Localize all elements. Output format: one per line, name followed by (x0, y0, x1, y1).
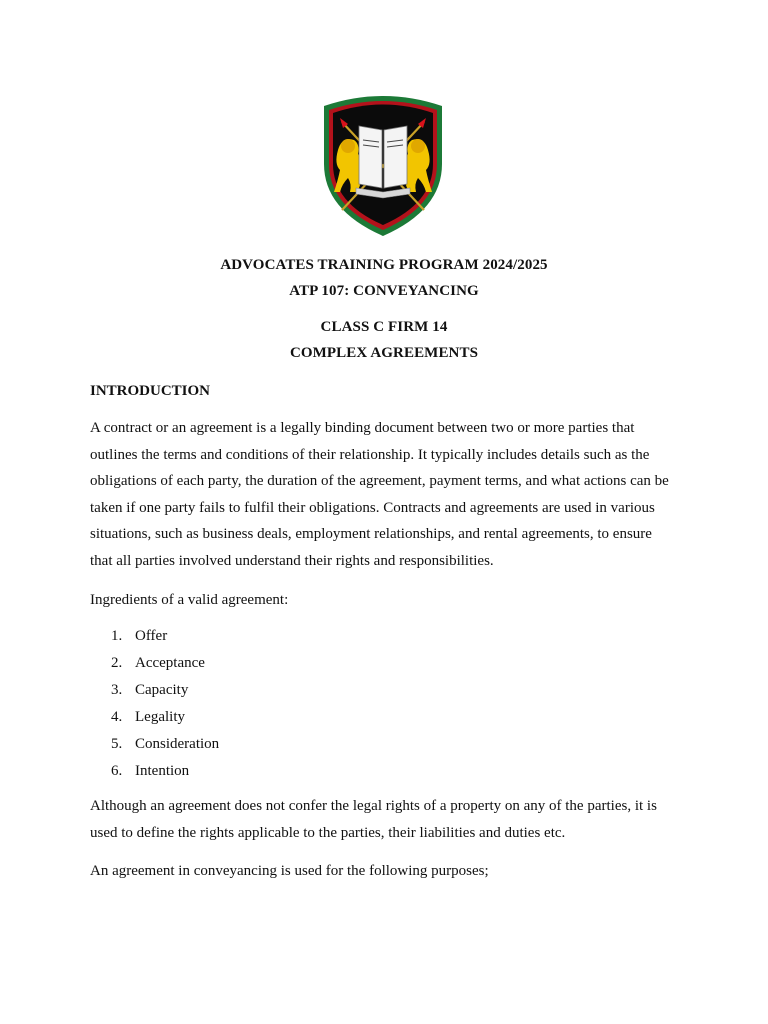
list-text: Consideration (135, 736, 220, 752)
list-number: 4. (111, 709, 123, 725)
paragraph-line: that all parties involved understand their rights and responsibilities. (90, 552, 494, 569)
list-number: 5. (111, 736, 123, 752)
course-title: ATP 107: CONVEYANCING (289, 283, 479, 299)
program-title: ADVOCATES TRAINING PROGRAM 2024/2025 (220, 257, 548, 273)
list-item (90, 704, 219, 731)
list-number: 6. (111, 763, 123, 779)
list-text: Offer (135, 628, 168, 644)
rights-paragraph (90, 793, 690, 846)
list-number: 1. (111, 628, 123, 644)
paragraph-line: A contract or an agreement is a legally binding document between two or more parties that (90, 420, 635, 436)
paragraph-line: outlines the terms and conditions of their relationship. It typically includes details such as the (90, 446, 650, 463)
paragraph-line: obligations of each party, the duration of the agreement, payment terms, and what actions can be (90, 473, 669, 490)
list-item (90, 650, 219, 677)
paragraph-line: Although an agreement does not confer the legal rights of a property on any of the parties, it is (90, 798, 657, 814)
introduction-heading: INTRODUCTION (90, 383, 211, 399)
list-item (90, 677, 219, 704)
list-item (90, 731, 219, 758)
list-number: 2. (111, 655, 123, 671)
list-text: Legality (135, 709, 185, 725)
list-number: 3. (111, 682, 123, 698)
paragraph-line: used to define the rights applicable to the parties, their liabilities and duties etc. (90, 824, 566, 841)
list-text: Capacity (135, 682, 189, 698)
paragraph-line: taken if one party fails to fulfil their obligations. Contracts and agreements are used in various (90, 499, 655, 516)
ingredients-list (90, 623, 219, 785)
school-crest-logo (316, 92, 450, 238)
topic-title: COMPLEX AGREEMENTS (289, 345, 479, 361)
list-item (90, 758, 219, 785)
ingredients-lead: Ingredients of a valid agreement: (90, 592, 289, 608)
introduction-paragraph (90, 415, 690, 575)
purposes-lead: An agreement in conveyancing is used for the following purposes; (90, 863, 489, 879)
paragraph-line: situations, such as business deals, employment relationships, and rental agreements, to ensure (90, 526, 652, 543)
list-item (90, 623, 219, 650)
class-label: CLASS C FIRM 14 (320, 319, 448, 335)
list-text: Intention (135, 763, 190, 779)
list-text: Acceptance (135, 655, 205, 671)
